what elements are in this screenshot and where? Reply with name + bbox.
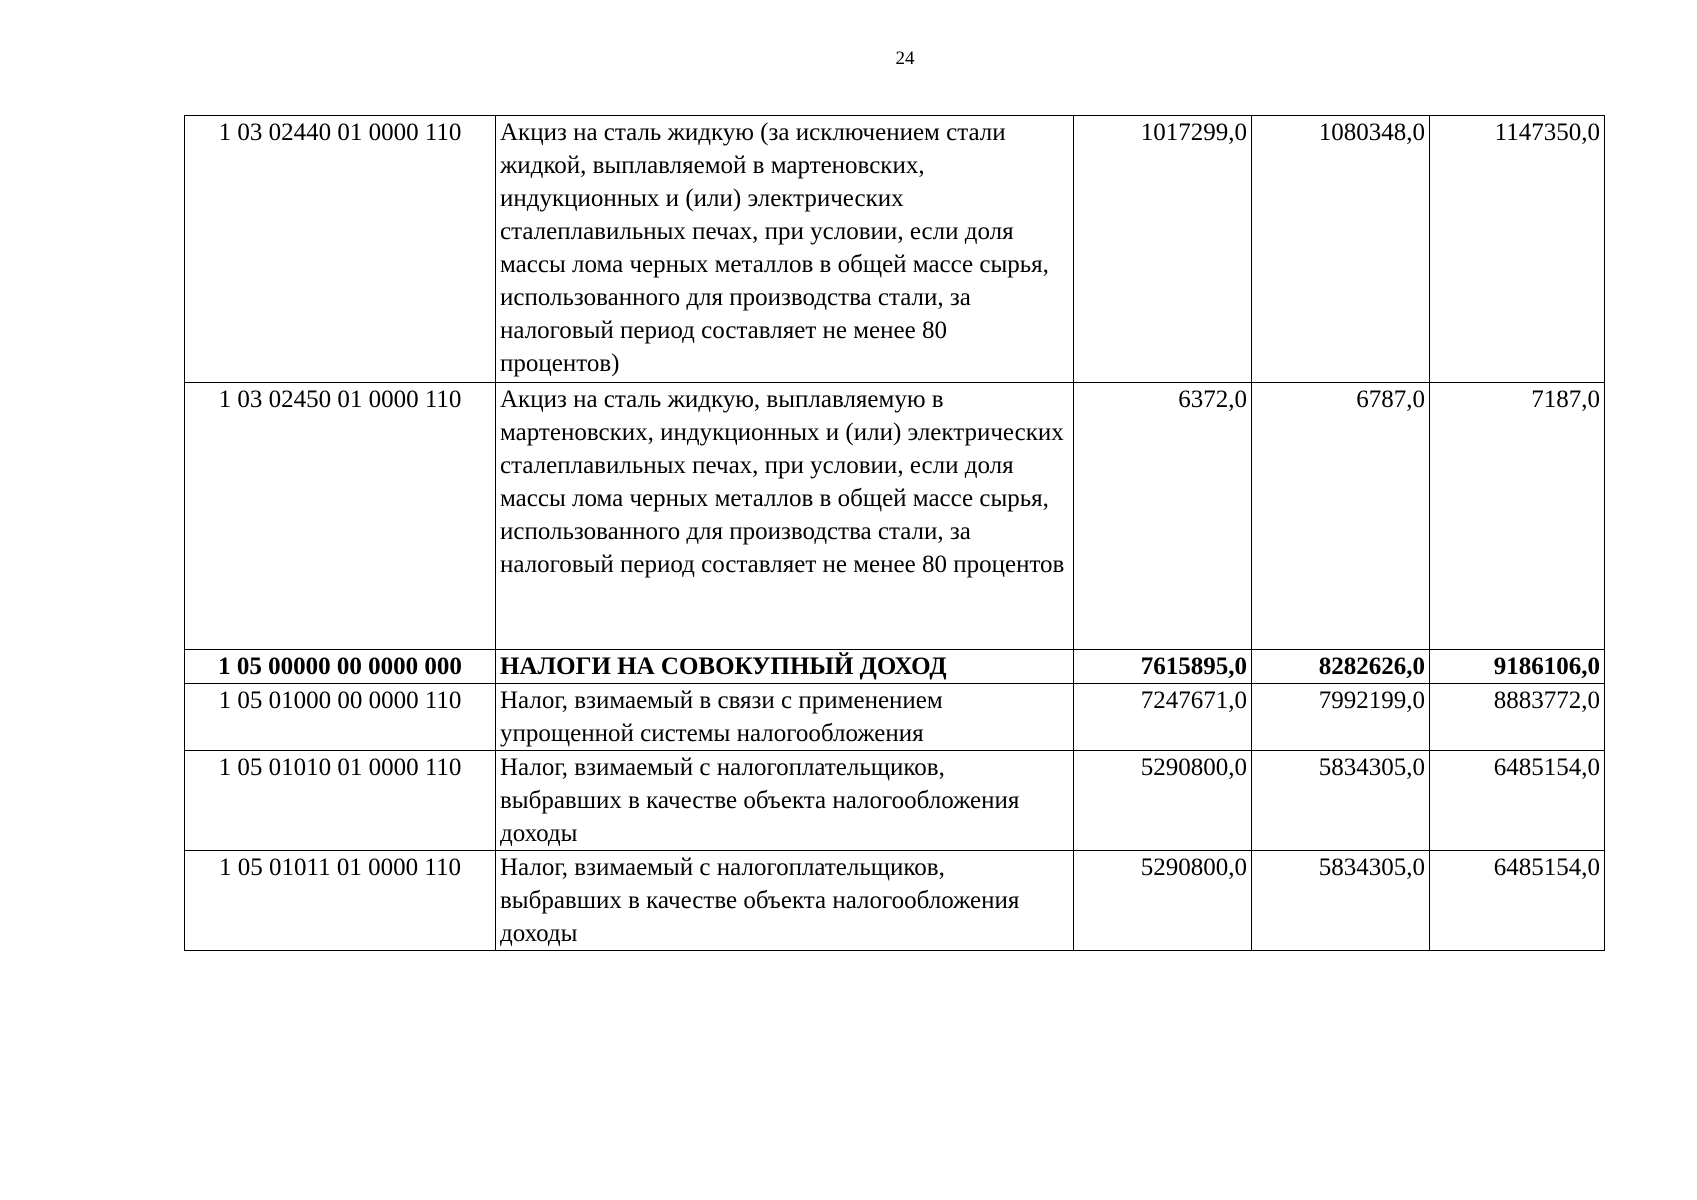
description-cell: НАЛОГИ НА СОВОКУПНЫЙ ДОХОД — [496, 650, 1074, 684]
value-cell-year-2: 7992199,0 — [1252, 684, 1430, 751]
table-row — [185, 751, 1605, 851]
budget-code-cell: 1 05 01010 01 0000 110 — [185, 751, 496, 851]
budget-code-cell: 1 05 00000 00 0000 000 — [185, 650, 496, 684]
description-cell: Акциз на сталь жидкую, выплавляемую в мартеновских, индукционных и (или) электрических сталеплавильных печах, при условии, если доля массы лома черных металлов в общей массе сырья, использованного для производства стали, за налоговый период составляет не менее 80 процентов — [496, 383, 1074, 650]
value-cell-year-3: 8883772,0 — [1430, 684, 1605, 751]
value-cell-year-1: 7247671,0 — [1074, 684, 1252, 751]
value-cell-year-2: 8282626,0 — [1252, 650, 1430, 684]
budget-code-cell: 1 03 02440 01 0000 110 — [185, 116, 496, 383]
table-row-section-total — [185, 650, 1605, 684]
value-cell-year-3: 7187,0 — [1430, 383, 1605, 650]
value-cell-year-3: 1147350,0 — [1430, 116, 1605, 383]
description-cell: Налог, взимаемый в связи с применением упрощенной системы налогообложения — [496, 684, 1074, 751]
description-cell: Налог, взимаемый с налогоплательщиков, выбравших в качестве объекта налогообложения доходы — [496, 751, 1074, 851]
budget-code-cell: 1 05 01000 00 0000 110 — [185, 684, 496, 751]
description-cell: Акциз на сталь жидкую (за исключением стали жидкой, выплавляемой в мартеновских, индукционных и (или) электрических сталеплавильных печах, при условии, если доля массы лома черных металлов в общей массе сырья, использованного для производства стали, за налоговый период составляет не менее 80 процентов) — [496, 116, 1074, 383]
description-cell: Налог, взимаемый с налогоплательщиков, выбравших в качестве объекта налогообложения доходы — [496, 851, 1074, 951]
value-cell-year-3: 6485154,0 — [1430, 751, 1605, 851]
budget-code-cell: 1 05 01011 01 0000 110 — [185, 851, 496, 951]
value-cell-year-3: 9186106,0 — [1430, 650, 1605, 684]
budget-revenue-table — [184, 115, 1605, 951]
value-cell-year-2: 5834305,0 — [1252, 751, 1430, 851]
value-cell-year-2: 5834305,0 — [1252, 851, 1430, 951]
value-cell-year-2: 6787,0 — [1252, 383, 1430, 650]
value-cell-year-1: 6372,0 — [1074, 383, 1252, 650]
value-cell-year-1: 1017299,0 — [1074, 116, 1252, 383]
value-cell-year-1: 7615895,0 — [1074, 650, 1252, 684]
page-number: 24 — [895, 48, 915, 69]
value-cell-year-3: 6485154,0 — [1430, 851, 1605, 951]
table-row — [185, 851, 1605, 951]
table-row — [185, 383, 1605, 650]
table-row — [185, 684, 1605, 751]
budget-code-cell: 1 03 02450 01 0000 110 — [185, 383, 496, 650]
table-row — [185, 116, 1605, 383]
value-cell-year-1: 5290800,0 — [1074, 751, 1252, 851]
value-cell-year-1: 5290800,0 — [1074, 851, 1252, 951]
value-cell-year-2: 1080348,0 — [1252, 116, 1430, 383]
